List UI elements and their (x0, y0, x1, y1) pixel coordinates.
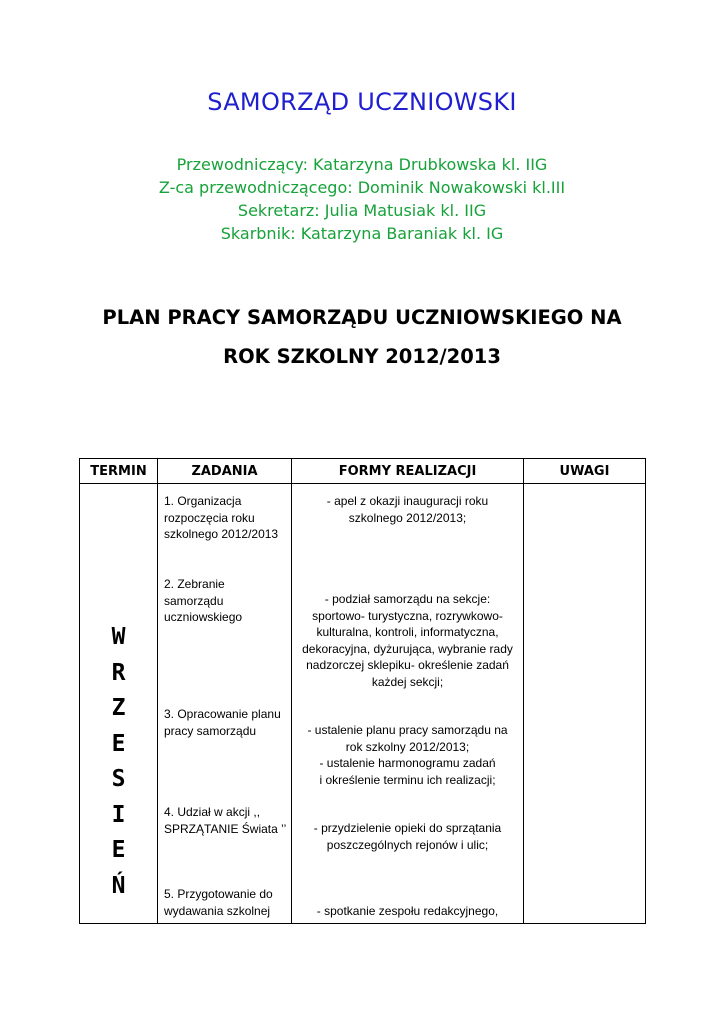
form-line: każdej sekcji; (371, 674, 444, 689)
form-line: - ustalenie harmonogramu zadań (319, 756, 496, 770)
month-name-vertical (80, 620, 157, 904)
plan-table (79, 458, 646, 924)
month-letter: Z (111, 695, 126, 721)
task-item: 4. Udział w akcji ,, SPRZĄTANIE Świata ’’ (164, 805, 287, 836)
form-line: i określenie terminu ich realizacji; (319, 772, 496, 787)
form-line: szkolnego 2012/2013; (348, 510, 467, 525)
month-letter: E (111, 837, 126, 863)
officer-secretary: Sekretarz: Julia Matusiak kl. IIG (237, 201, 487, 220)
form-line: - apel z okazji inauguracji roku (326, 494, 489, 508)
form-item (296, 493, 519, 526)
column-header-termin: TERMIN (80, 459, 158, 484)
table-header-row (80, 459, 646, 484)
form-line: - spotkanie zespołu redakcyjnego, (316, 904, 499, 918)
officer-treasurer: Skarbnik: Katarzyna Baraniak kl. IG (220, 224, 504, 243)
task-item: 3. Opracowanie planu pracy samorządu (164, 707, 281, 738)
task-item: 5. Przygotowanie do wydawania szkolnej (164, 887, 273, 918)
form-line: - podział samorządu na sekcje: (324, 592, 491, 606)
page-title: SAMORZĄD UCZNIOWSKI (207, 88, 517, 116)
task-item: 1. Organizacja rozpoczęcia roku szkolnego 2012/2013 (164, 494, 279, 541)
tasks-cell (158, 484, 292, 924)
form-item (296, 820, 519, 853)
form-line: sportowo- turystyczna, rozrywkowo- (312, 608, 503, 623)
column-header-formy: FORMY REALIZACJI (292, 459, 524, 484)
form-line: nadzorczej sklepiku- określenie zadań (306, 658, 509, 672)
table-row (80, 484, 646, 924)
form-line: poszczególnych rejonów i ulic; (326, 837, 489, 852)
month-letter: Ń (111, 872, 126, 899)
column-header-uwagi: UWAGI (524, 459, 646, 484)
form-item (296, 903, 519, 920)
remarks-cell (524, 484, 646, 924)
officer-deputy: Z-ca przewodniczącego: Dominik Nowakowski kl.III (158, 178, 566, 197)
form-line: - przydzielenie opieki do sprzątania (313, 821, 502, 835)
form-line: - ustalenie planu pracy samorządu na (307, 723, 508, 737)
form-item (296, 591, 519, 690)
plan-heading-line-1: PLAN PRACY SAMORZĄDU UCZNIOWSKIEGO NA (102, 306, 622, 329)
forms-cell (292, 484, 524, 924)
task-item: 2. Zebranie samorządu uczniowskiego (164, 577, 243, 624)
month-letter: E (111, 730, 126, 757)
form-line: rok szkolny 2012/2013; (345, 739, 470, 754)
month-letter: I (111, 801, 126, 828)
form-line: kulturalna, kontroli, informatyczna, (316, 625, 499, 639)
month-cell (80, 484, 158, 924)
month-letter: S (111, 766, 126, 792)
plan-heading (60, 298, 664, 376)
plan-heading-line-2: ROK SZKOLNY 2012/2013 (223, 345, 501, 368)
month-letter: W (111, 624, 126, 650)
form-line: dekoracyjna, dyżurująca, wybranie rady (302, 641, 513, 656)
officers-list (0, 153, 724, 245)
month-letter: R (111, 659, 126, 686)
form-item (296, 722, 519, 788)
column-header-zadania: ZADANIA (158, 459, 292, 484)
officer-chair: Przewodniczący: Katarzyna Drubkowska kl. IIG (176, 155, 548, 174)
